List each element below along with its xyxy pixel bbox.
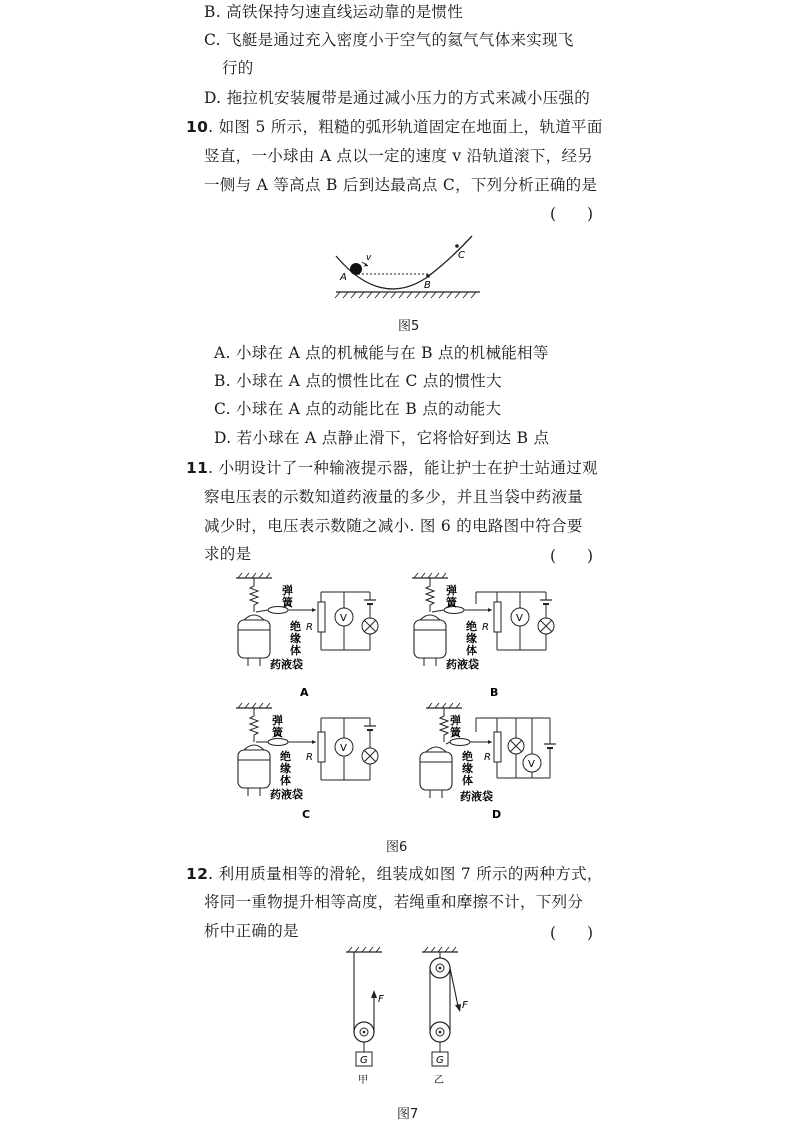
weight-label: G xyxy=(360,1055,368,1066)
circuit-a-diagram xyxy=(230,572,390,702)
q9-option-c-line2: 行的 xyxy=(222,59,254,77)
circuit-option-b-label: B xyxy=(490,686,499,699)
spring-label: 弹 xyxy=(272,714,283,727)
q9-option-d: D. 拖拉机安装履带是通过减小压力的方式来减小压强的 xyxy=(204,89,591,107)
voltmeter-label: V xyxy=(516,613,523,624)
fig5-label-a: A xyxy=(340,272,347,283)
insulator-label: 绝 xyxy=(466,620,477,633)
fig5-label-v: v xyxy=(366,253,372,263)
bag-label: 药液袋 xyxy=(460,790,493,803)
q10-option-a: A. 小球在 A 点的机械能与在 B 点的机械能相等 xyxy=(214,344,549,362)
insulator-label: 体 xyxy=(290,644,301,657)
fig5-label-c: C xyxy=(458,250,465,261)
insulator-label: 体 xyxy=(280,774,291,787)
bag-label: 药液袋 xyxy=(270,788,303,801)
figure-6-caption: 图6 xyxy=(386,840,408,855)
q10-stem-line3: 一侧与 A 等高点 B 后到达最高点 C，下列分析正确的是 xyxy=(204,176,598,194)
q12-stem-line1 xyxy=(186,864,603,884)
figure-7-pulleys xyxy=(340,946,480,1096)
ball-icon xyxy=(350,263,362,275)
resistor-label: R xyxy=(482,622,489,633)
figure-5-track xyxy=(330,228,490,300)
q10-number: 10 xyxy=(186,118,209,136)
q11-number: 11 xyxy=(186,459,209,477)
q10-stem-line2: 竖直，一小球由 A 点以一定的速度 v 沿轨道滚下，经另 xyxy=(204,147,594,165)
setup-jia-label: 甲 xyxy=(358,1075,368,1086)
spring-label: 弹 xyxy=(446,584,457,597)
force-label: F xyxy=(462,1000,468,1011)
resistor-label: R xyxy=(484,752,491,763)
resistor-label: R xyxy=(306,752,313,763)
q11-stem-text: . 小明设计了一种输液提示器，能让护士在护士站通过观 xyxy=(208,459,598,477)
insulator-label: 绝 xyxy=(280,750,291,763)
spring-label: 弹 xyxy=(450,714,461,727)
insulator-label: 体 xyxy=(466,644,477,657)
q10-answer-blank: ( ) xyxy=(550,205,594,223)
q11-stem-line1 xyxy=(186,458,598,478)
spring-label: 簧 xyxy=(282,596,293,609)
q12-stem-line3: 析中正确的是 xyxy=(204,922,299,940)
circuit-d-diagram xyxy=(406,702,566,832)
q10-stem-text: . 如图 5 所示，粗糙的弧形轨道固定在地面上，轨道平面 xyxy=(208,118,603,136)
insulator-label: 缘 xyxy=(466,632,477,645)
q12-stem-line2: 将同一重物提升相等高度，若绳重和摩擦不计，下列分 xyxy=(204,893,584,911)
fig5-label-b: B xyxy=(424,280,431,291)
q11-stem-line2: 察电压表的示数知道药液量的多少，并且当袋中药液量 xyxy=(204,488,584,506)
q11-answer-blank: ( ) xyxy=(550,547,594,565)
spring-label: 弹 xyxy=(282,584,293,597)
circuit-option-c-label: C xyxy=(302,808,311,821)
q12-stem-text: . 利用质量相等的滑轮，组装成如图 7 所示的两种方式， xyxy=(208,865,603,883)
spring-label: 簧 xyxy=(272,726,283,739)
q12-answer-blank: ( ) xyxy=(550,924,594,942)
figure-5-caption: 图5 xyxy=(398,319,420,334)
bag-label: 药液袋 xyxy=(446,658,479,671)
q10-option-b: B. 小球在 A 点的惯性比在 C 点的惯性大 xyxy=(214,372,502,390)
circuit-b-diagram xyxy=(406,572,566,702)
spring-label: 簧 xyxy=(450,726,461,739)
weight-label: G xyxy=(436,1055,444,1066)
bag-label: 药液袋 xyxy=(270,658,303,671)
q10-stem-line1 xyxy=(186,117,603,137)
insulator-label: 绝 xyxy=(462,750,473,763)
circuit-option-a-label: A xyxy=(300,686,309,699)
resistor-label: R xyxy=(306,622,313,633)
q11-stem-line4: 求的是 xyxy=(204,545,252,563)
insulator-label: 缘 xyxy=(462,762,473,775)
insulator-label: 缘 xyxy=(290,632,301,645)
force-label: F xyxy=(378,994,384,1005)
q12-number: 12 xyxy=(186,865,209,883)
q9-option-c-line1: C. 飞艇是通过充入密度小于空气的氦气气体来实现飞 xyxy=(204,31,574,49)
setup-yi-label: 乙 xyxy=(434,1075,444,1086)
q9-option-b: B. 高铁保持匀速直线运动靠的是惯性 xyxy=(204,3,464,21)
voltmeter-label: V xyxy=(528,759,535,770)
insulator-label: 缘 xyxy=(280,762,291,775)
voltmeter-label: V xyxy=(340,743,347,754)
circuit-c-diagram xyxy=(230,702,390,832)
insulator-label: 体 xyxy=(462,774,473,787)
spring-label: 簧 xyxy=(446,596,457,609)
q10-option-d: D. 若小球在 A 点静止滑下，它将恰好到达 B 点 xyxy=(214,429,550,447)
q10-option-c: C. 小球在 A 点的动能比在 B 点的动能大 xyxy=(214,400,502,418)
q11-stem-line3: 减少时，电压表示数随之减小. 图 6 的电路图中符合要 xyxy=(204,517,583,535)
insulator-label: 绝 xyxy=(290,620,301,633)
circuit-option-d-label: D xyxy=(492,808,502,821)
figure-7-caption: 图7 xyxy=(397,1107,419,1122)
voltmeter-label: V xyxy=(340,613,347,624)
